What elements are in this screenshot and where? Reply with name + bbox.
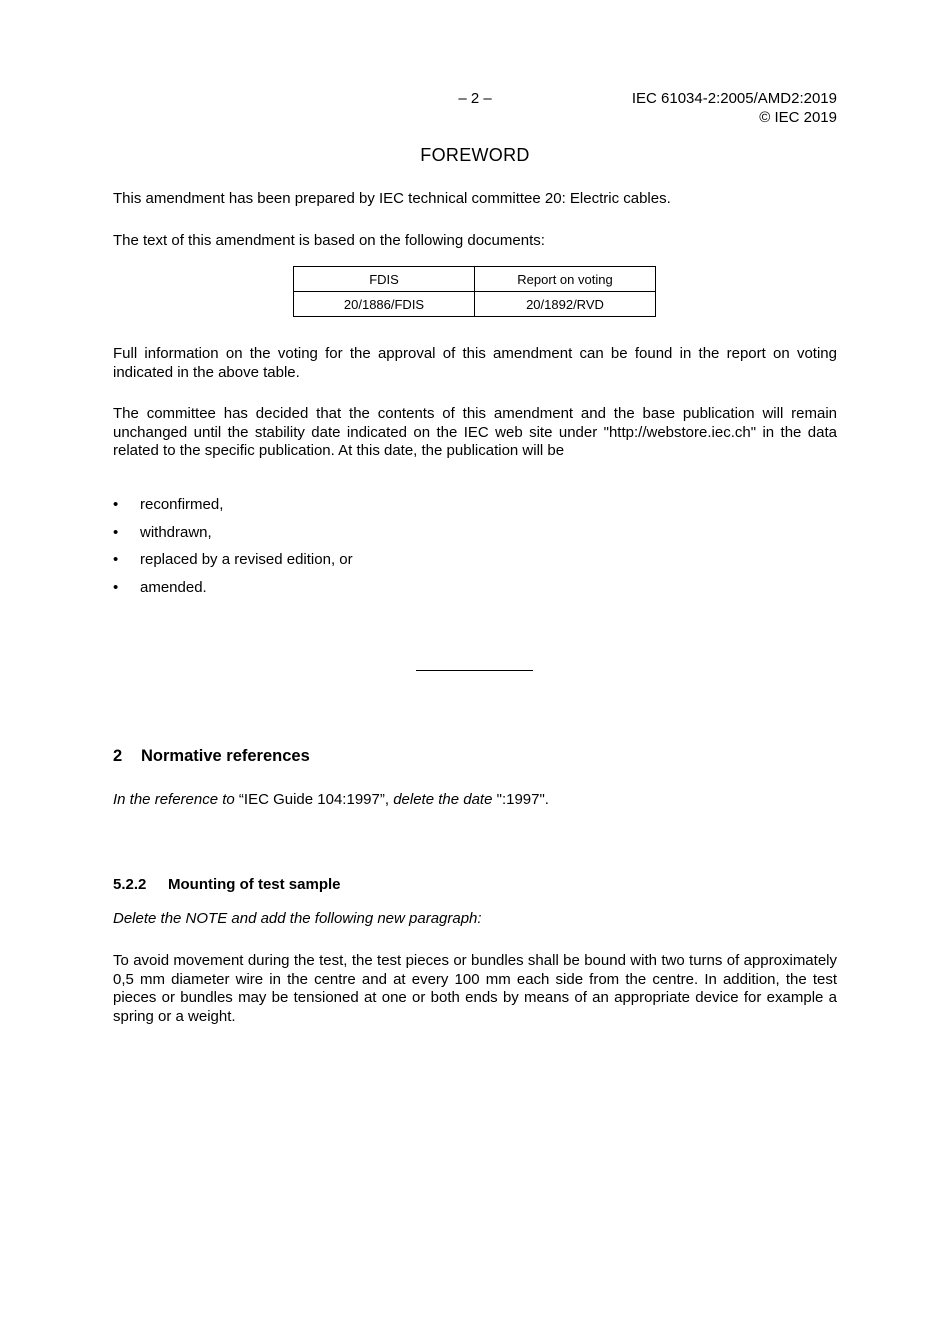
table-header-row xyxy=(294,267,656,292)
table-cell: 20/1886/FDIS xyxy=(294,292,475,317)
bullet-icon: • xyxy=(113,523,119,541)
instruction-italic-text: delete the date xyxy=(393,791,493,808)
table-header-cell: Report on voting xyxy=(475,267,656,292)
page-number: – 2 – xyxy=(458,90,492,107)
list-item xyxy=(113,494,353,522)
foreword-paragraph-4: The committee has decided that the contents of this amendment and the base publication will remain unchanged until the stability date indicated on the IEC web site under "http://webstore.iec.ch" in the data related to the specific publication. At this date, the publication will be xyxy=(113,405,837,459)
subsection-paragraph: To avoid movement during the test, the test pieces or bundles shall be bound with two turns of approximately 0,5 mm diameter wire in the centre and at every 100 mm each side from the centre. In addition, the test pieces or bundles may be tensioned at one or both ends by means of an appropriate device for example a spring or a weight. xyxy=(113,952,837,1025)
foreword-paragraph-1: This amendment has been prepared by IEC technical committee 20: Electric cables. xyxy=(113,190,671,207)
section-2-heading xyxy=(113,747,310,766)
subsection-title: Mounting of test sample xyxy=(168,876,341,893)
outcome-list xyxy=(113,494,353,604)
foreword-paragraph-3: Full information on the voting for the approval of this amendment can be found in the report on voting indicated in the above table. xyxy=(113,345,837,381)
subsection-instruction: Delete the NOTE and add the following new paragraph: xyxy=(113,910,482,927)
subsection-5-2-2-heading xyxy=(113,876,341,893)
section-2-instruction xyxy=(113,791,837,810)
standard-id: IEC 61034-2:2005/AMD2:2019 xyxy=(631,90,837,107)
foreword-paragraph-2: The text of this amendment is based on the following documents: xyxy=(113,232,545,249)
list-item-text: reconfirmed, xyxy=(140,496,224,513)
section-number: 2 xyxy=(113,747,123,765)
instruction-italic-text: In the reference to xyxy=(113,791,235,808)
list-item xyxy=(113,549,353,577)
bullet-icon: • xyxy=(113,578,119,596)
table-cell: 20/1892/RVD xyxy=(475,292,656,317)
list-item xyxy=(113,522,353,550)
list-item-text: withdrawn, xyxy=(140,523,212,541)
date-text: ":1997". xyxy=(492,791,549,808)
documents-table xyxy=(293,266,656,317)
table-row xyxy=(294,292,656,317)
foreword-title: FOREWORD xyxy=(420,145,530,165)
list-item xyxy=(113,577,353,605)
bullet-icon: • xyxy=(113,551,119,568)
bullet-icon: • xyxy=(113,496,119,513)
section-title: Normative references xyxy=(141,747,310,765)
list-item-text: replaced by a revised edition, or xyxy=(140,551,353,568)
subsection-number: 5.2.2 xyxy=(113,876,147,893)
list-item-text: amended. xyxy=(140,578,207,596)
section-divider xyxy=(416,670,533,671)
copyright-notice: © IEC 2019 xyxy=(759,109,837,126)
table-header-cell: FDIS xyxy=(294,267,475,292)
reference-text: “IEC Guide 104:1997”, xyxy=(234,791,394,808)
